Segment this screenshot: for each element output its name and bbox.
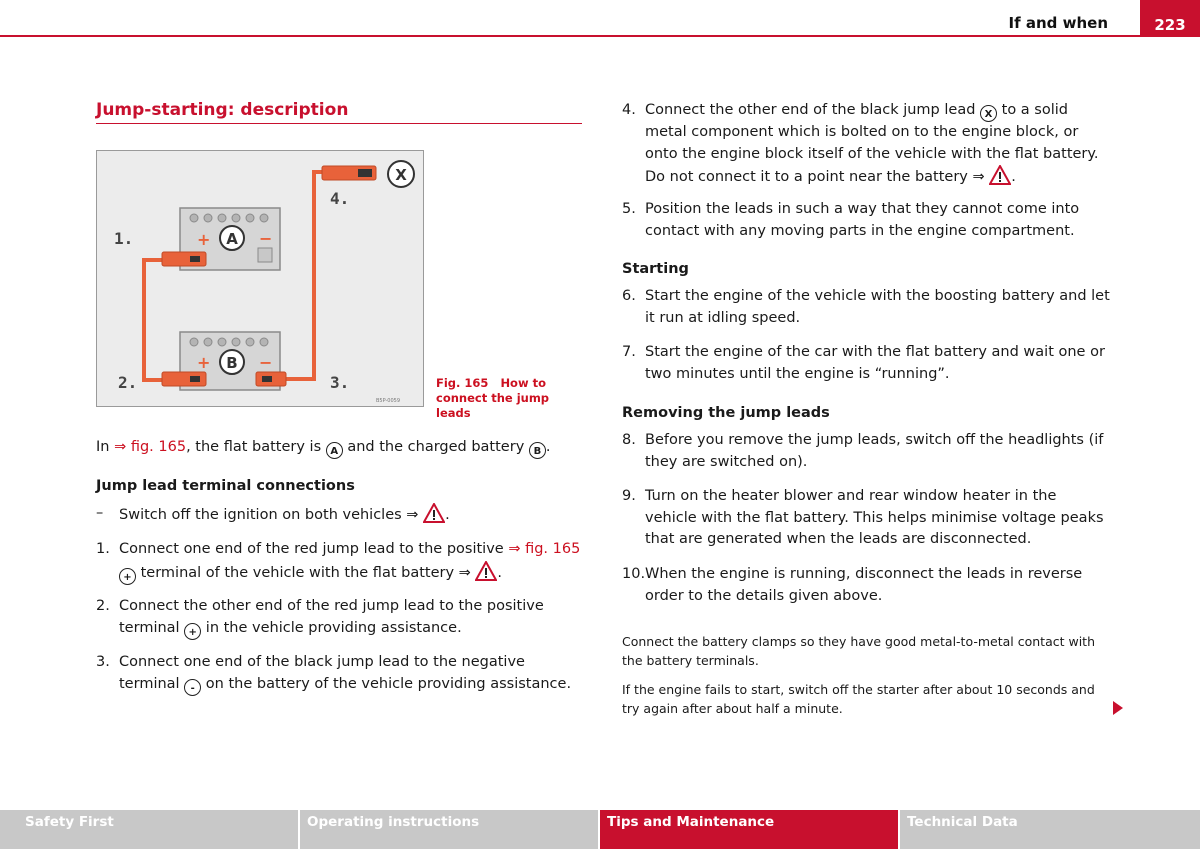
step-5-text: Position the leads in such a way that they cannot come into contact with any moving parts in the engine compartment. [645, 201, 1080, 239]
note-engine-start: If the engine fails to start, switch off the starter after about 10 seconds and try again after about half a minute. [622, 682, 1095, 716]
figure-step-1: 1. [114, 229, 134, 248]
step-3-text-1: Connect one end of the black jump lead to the negative terminal [119, 654, 525, 692]
step-number: 10. [622, 566, 646, 582]
figure-step-3: 3. [330, 373, 350, 392]
dash-item-text: Switch off the ignition on both vehicles ⇒ [119, 507, 424, 523]
step-number: 5. [622, 201, 636, 217]
svg-text:−: − [259, 229, 273, 248]
figure-link[interactable]: ⇒ fig. 165 [508, 541, 581, 557]
step-8-text: Before you remove the jump leads, switch off the headlights (if they are switched on). [645, 432, 1104, 470]
step-number: 7. [622, 344, 636, 360]
figure-caption-text: How to connect the jump leads [436, 376, 550, 420]
battery-a-symbol: A [326, 442, 343, 459]
plus-terminal-symbol: + [184, 623, 201, 640]
intro-text-2: , the flat battery is [186, 439, 326, 455]
figure-label-b: B [226, 354, 238, 372]
intro-paragraph [96, 437, 582, 459]
step-number: 6. [622, 288, 636, 304]
footer-navigation [0, 810, 1200, 849]
svg-text:+: + [197, 353, 211, 372]
step-10 [622, 564, 1112, 607]
step-3-text-2: on the battery of the vehicle providing assistance. [201, 675, 572, 692]
step-number: 1. [96, 541, 110, 557]
step-9 [622, 486, 1112, 551]
step-1-text-1: Connect one end of the red jump lead to the positive [119, 541, 509, 557]
figure-code: B5P-0059 [375, 398, 400, 404]
section-title: Jump-starting: description [96, 100, 582, 124]
tab-tips-and-maintenance[interactable]: Tips and Maintenance [600, 810, 898, 849]
step-number: 4. [622, 102, 636, 118]
step-7-text: Start the engine of the car with the flat battery and wait one or two minutes until the engine is “running”. [645, 344, 1105, 382]
figure-label-a: A [226, 230, 238, 248]
step-3 [96, 652, 582, 696]
step-6-text: Start the engine of the vehicle with the boosting battery and let it run at idling speed. [645, 288, 1110, 326]
starting-heading: Starting [622, 261, 689, 277]
figure-caption-number: Fig. 165 [436, 376, 489, 390]
step-number: 3. [96, 654, 110, 670]
step-9-text: Turn on the heater blower and rear window heater in the vehicle with the flat battery. This helps minimise voltage peaks that are generated when the leads are disconnected. [645, 488, 1104, 547]
step-10-text: When the engine is running, disconnect the leads in reverse order to the details given above. [645, 566, 1083, 604]
note-clamps: Connect the battery clamps so they have good metal-to-metal contact with the battery terminals. [622, 634, 1095, 668]
intro-text-4: . [545, 439, 551, 455]
header-rule [0, 35, 1140, 37]
step-7 [622, 342, 1112, 385]
svg-text:−: − [259, 353, 273, 372]
plus-terminal-symbol: + [119, 568, 136, 585]
step-2-text-2: in the vehicle providing assistance. [201, 619, 462, 636]
intro-text-3: and the charged battery [342, 439, 529, 455]
step-6 [622, 286, 1112, 329]
warning-icon [475, 561, 497, 581]
tab-operating-instructions[interactable]: Operating instructions [300, 810, 598, 849]
removing-heading: Removing the jump leads [622, 405, 830, 421]
page-number: 223 [1140, 0, 1200, 37]
figure-caption [436, 376, 586, 421]
step-number: 9. [622, 488, 636, 504]
ground-point-symbol: X [980, 105, 997, 122]
step-2 [96, 596, 582, 640]
battery-b-symbol: B [529, 442, 546, 459]
dash-bullet: – [96, 505, 104, 521]
tab-safety-first[interactable]: Safety First [0, 810, 298, 849]
warning-icon [989, 165, 1011, 185]
figure-label-x: X [395, 166, 407, 184]
step-2-text-1: Connect the other end of the red jump lead to the positive terminal [119, 598, 544, 636]
jump-start-diagram [96, 150, 424, 407]
next-page-arrow-icon[interactable] [1112, 700, 1124, 716]
figure-step-4: 4. [330, 189, 350, 208]
minus-terminal-symbol: - [184, 679, 201, 696]
intro-text-1: In [96, 439, 115, 455]
terminal-heading: Jump lead terminal connections [96, 478, 355, 494]
step-number: 8. [622, 432, 636, 448]
dash-item: – Switch off the ignition on both vehicles ⇒ . [96, 505, 450, 523]
figure-link[interactable]: ⇒ fig. 165 [114, 439, 187, 455]
step-1: 1. Connect one end of the red jump lead to the positive ⇒ fig. 165 + terminal of the vehicle with the flat battery ⇒ . [96, 541, 581, 583]
step-4: 4. Connect the other end of the black jump lead X to a solid metal component which is bolted on to the engine block, or onto the engine block itself of the vehicle with the flat battery. Do not connect it to a point near the battery ⇒ . [622, 102, 1099, 185]
step-8 [622, 430, 1112, 473]
step-4-text-1: Connect the other end of the black jump lead [645, 102, 981, 118]
chapter-title: If and when [1008, 14, 1108, 32]
warning-icon [423, 503, 445, 523]
step-5 [622, 199, 1112, 242]
svg-text:+: + [197, 230, 211, 249]
step-number: 2. [96, 598, 110, 614]
step-4-text-2: to a solid metal component which is bolted on to the engine block, or onto the engine block itself of the vehicle with the flat battery. Do not connect it to a point near the battery ⇒ [645, 102, 1099, 185]
step-1-text-2: terminal of the vehicle with the flat battery ⇒ [136, 564, 476, 581]
figure-step-2: 2. [118, 373, 138, 392]
tab-technical-data[interactable]: Technical Data [900, 810, 1200, 849]
